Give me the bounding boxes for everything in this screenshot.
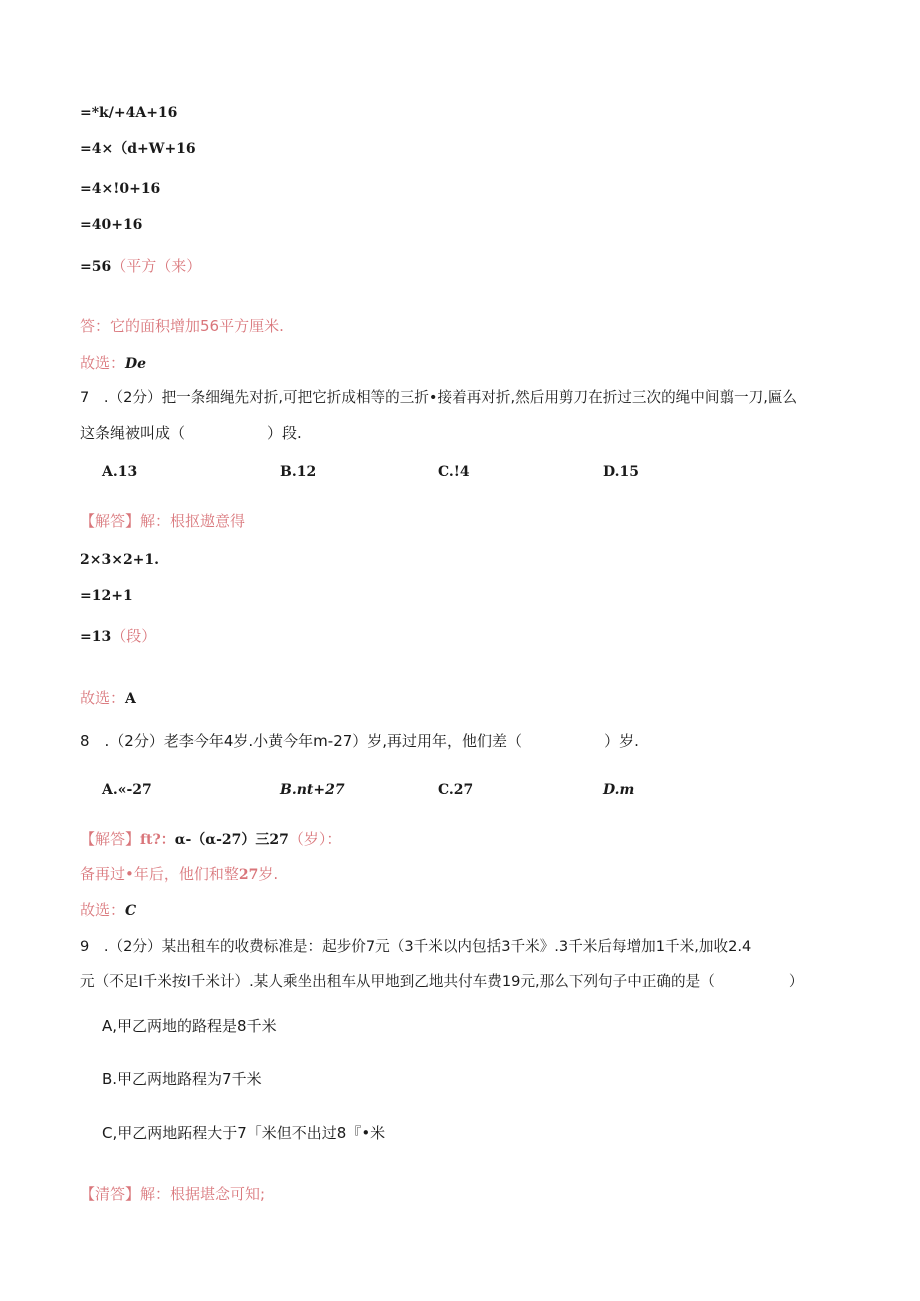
q7-option-a: A.13	[102, 464, 138, 480]
question-8	[80, 731, 639, 751]
q9-option-c: C,甲乙两地跖程大于7「米但不出过8『•米	[102, 1124, 386, 1142]
solution-7-step-3-unit: （段）	[111, 627, 157, 645]
solution-8-text-c: （岁）：	[288, 830, 342, 848]
solution-7-step-3-number: =13	[80, 629, 112, 645]
q7-option-d: D.15	[603, 464, 639, 480]
question-7-text-b: ）段.	[267, 424, 302, 442]
question-7-line-1: 7 .（2分）把一条细绳先对折,可把它折成相等的三折•接着再对折,然后用剪刀在折过三次的绳中间翦一刀,匾么	[80, 389, 798, 406]
calc-line-5-unit: （平方（来）	[111, 257, 202, 275]
calc-line-2: =4×（d+W+16	[80, 141, 196, 157]
solution-8-line-2-c: 岁.	[258, 865, 279, 883]
choose-q6	[80, 353, 146, 374]
question-8-text-b: ）岁.	[604, 732, 639, 750]
question-7-text-a: 这条绳被叫成（	[80, 424, 186, 442]
solution-9-header	[80, 1184, 265, 1204]
q7-option-b: B.12	[280, 464, 317, 480]
question-7-line-2	[80, 423, 302, 443]
q8-option-b: B.nt+27	[280, 782, 345, 798]
q8-option-d: D.m	[603, 782, 635, 798]
choose-label: 故选：	[80, 354, 126, 372]
solution-8-line-2-b: 27	[238, 867, 259, 883]
solution-text: 解：根据堪念可知;	[140, 1185, 266, 1203]
q8-option-a: A.«-27	[102, 782, 152, 798]
q8-option-c: C.27	[438, 782, 474, 798]
solution-8-line-2-a: 备再过•年后，他们和整	[80, 865, 239, 883]
q7-option-c: C.!4	[438, 464, 470, 480]
solution-8-formula: α-（α-27）三27	[174, 832, 289, 848]
choose-value: De	[125, 356, 147, 372]
solution-tag: 【解答】	[80, 512, 141, 530]
question-9-text-b: ）	[788, 973, 804, 990]
calc-line-5-number: =56	[80, 259, 112, 275]
solution-8-line-2	[80, 864, 278, 885]
q9-option-b: B.甲乙两地路程为7千米	[102, 1070, 262, 1088]
choose-value: A	[125, 691, 136, 707]
solution-tag: 【解答】	[80, 830, 141, 848]
q9-option-a: A,甲乙两地的路程是8千米	[102, 1017, 277, 1035]
question-9-line-2	[80, 972, 803, 992]
choose-label: 故选：	[80, 901, 126, 919]
answer-q6: 答：它的面积增加56平方厘米.	[80, 317, 284, 335]
solution-text: 解：根抠遨意得	[140, 512, 246, 530]
calc-line-5	[80, 256, 201, 277]
solution-7-step-1: 2×3×2+1.	[80, 552, 160, 568]
solution-tag: 【清答】	[80, 1185, 141, 1203]
calc-line-1: =*k/+4A+16	[80, 105, 178, 121]
question-9-line-1: 9 .（2分）某出租车的收费标准是：起步价7元（3千米以内包括3千米》.3千米后每增加1千米,加收2.4	[80, 938, 752, 955]
choose-q7	[80, 688, 136, 709]
choose-q8	[80, 900, 136, 921]
question-8-text-a: 8 .（2分）老李今年4岁.小黄今年m-27）岁,再过用年，他们差（	[80, 732, 523, 750]
solution-8-header	[80, 829, 341, 850]
calc-line-3: =4×!0+16	[80, 181, 161, 197]
calc-line-4: =40+16	[80, 217, 143, 233]
solution-7-header	[80, 511, 245, 531]
question-9-text-a: 元（不足I千米按I千米计）.某人乘坐出租车从甲地到乙地共付车费19元,那么下列句子中正确的是（	[80, 973, 715, 990]
solution-7-step-2: =12+1	[80, 588, 133, 604]
choose-value: C	[125, 903, 137, 919]
choose-label: 故选：	[80, 689, 126, 707]
solution-7-step-3	[80, 626, 156, 647]
solution-8-text-a: ft?：	[140, 832, 175, 848]
